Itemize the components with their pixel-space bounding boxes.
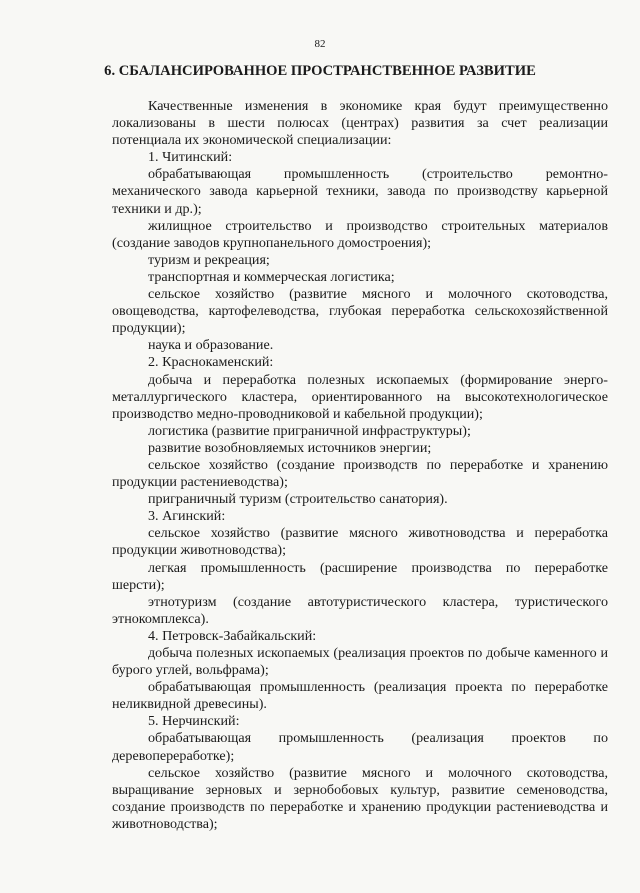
section-heading: 6. СБАЛАНСИРОВАННОЕ ПРОСТРАНСТВЕННОЕ РАЗВИТИЕ [104, 63, 536, 79]
list-item: развитие возобновляемых источников энергии; [148, 439, 432, 456]
section-title-nerchinsk: 5. Нерчинский: [148, 713, 240, 730]
section-title-chita: 1. Читинский: [148, 149, 233, 166]
list-item: этнотуризм (создание автотуристического кластера, туристического этнокомплекса). [112, 593, 608, 627]
list-item: логистика (развитие приграничной инфраструктуры); [148, 422, 471, 439]
section-title-aginsky: 3. Агинский: [148, 508, 226, 525]
section-title-krasnokamensk: 2. Краснокаменский: [148, 354, 274, 371]
section-title-petrovsk: 4. Петровск-Забайкальский: [148, 627, 317, 644]
intro-paragraph: Качественные изменения в экономике края будут преимущественно локализованы в шести полюсах (центрах) развития за счет реализации потенциала их экономической специализации: [112, 98, 608, 149]
list-item: добыча и переработка полезных ископаемых (формирование энерго-металлургического кластера, ориентированного на высокотехнологическое производство медно-проводниковой и кабельной продукции); [112, 371, 608, 422]
list-item: сельское хозяйство (развитие мясного животноводства и переработка продукции животноводства); [112, 525, 608, 559]
list-item: жилищное строительство и производство строительных материалов (создание заводов крупнопанельного домостроения); [112, 217, 608, 251]
list-item: добыча полезных ископаемых (реализация проектов по добыче каменного и бурого углей, вольфрама); [112, 645, 608, 679]
list-item: транспортная и коммерческая логистика; [148, 268, 395, 285]
list-item: обрабатывающая промышленность (реализация проекта по переработке неликвидной древесины). [112, 679, 608, 713]
list-item: обрабатывающая промышленность (строительство ремонтно-механического завода карьерной техники, завода по производству карьерной техники и др.); [112, 166, 608, 217]
document-body [112, 98, 608, 833]
list-item: наука и образование. [148, 337, 274, 354]
list-item: приграничный туризм (строительство санатория). [148, 491, 448, 508]
page-number: 82 [314, 38, 326, 50]
list-item: обрабатывающая промышленность (реализация проектов по деревопереработке); [112, 730, 608, 764]
list-item: сельское хозяйство (создание производств по переработке и хранению продукции растениеводства); [112, 456, 608, 491]
list-item: сельское хозяйство (развитие мясного и молочного скотоводства, овощеводства, картофелеводства, глубокая переработка сельскохозяйственной продукции); [112, 286, 608, 337]
list-item: легкая промышленность (расширение производства по переработке шерсти); [112, 559, 608, 593]
list-item: туризм и рекреация; [148, 251, 270, 268]
list-item: сельское хозяйство (развитие мясного и молочного скотоводства, выращивание зерновых и зернобобовых культур, развитие семеноводства, создание производств по переработке и хранению продукции растениеводства и животноводства); [112, 764, 608, 832]
